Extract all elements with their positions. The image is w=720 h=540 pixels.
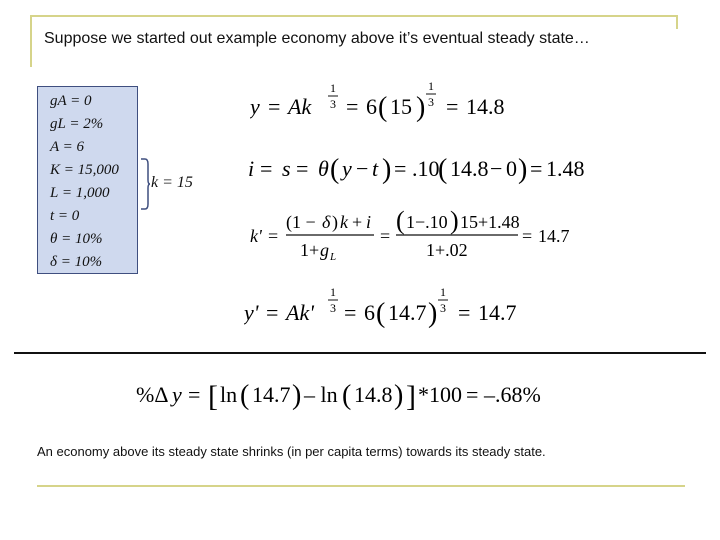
svg-text:−: − [490, 156, 503, 181]
svg-text:ln: ln [220, 382, 238, 407]
svg-text:1: 1 [330, 285, 336, 299]
svg-text:(: ( [330, 154, 340, 185]
svg-text:): ) [382, 154, 392, 185]
svg-text:(: ( [378, 92, 388, 123]
svg-text:1.48: 1.48 [546, 156, 585, 181]
svg-text:– ln: – ln [304, 382, 338, 407]
svg-text:*100: *100 [418, 382, 462, 407]
svg-text:): ) [428, 298, 438, 329]
param-theta: θ = 10% [50, 231, 103, 247]
svg-text:1: 1 [330, 81, 336, 95]
k-value-label: k = 15 [151, 174, 193, 191]
svg-text:(: ( [342, 380, 352, 411]
param-t: t = 0 [50, 208, 80, 224]
equation-output [250, 74, 520, 124]
svg-text:=: = [458, 300, 471, 325]
svg-text:%Δ: %Δ [136, 382, 169, 407]
svg-text:i: i [248, 156, 255, 181]
svg-text:3: 3 [330, 301, 336, 315]
svg-text:=: = [394, 156, 407, 181]
svg-text:=: = [268, 226, 279, 246]
equation-new-output [244, 282, 544, 330]
svg-text:g: g [320, 240, 329, 260]
svg-text:=: = [530, 156, 543, 181]
svg-text:): ) [450, 206, 459, 235]
svg-text:y: y [250, 94, 260, 119]
svg-text:): ) [394, 380, 404, 411]
param-gl: gL = 2% [50, 116, 104, 132]
svg-text:): ) [332, 212, 338, 232]
svg-text:=: = [344, 300, 357, 325]
param-ga: gA = 0 [50, 93, 92, 109]
svg-text:14.8: 14.8 [450, 156, 489, 181]
svg-text:1−.10: 1−.10 [406, 212, 448, 232]
svg-text:0: 0 [506, 156, 517, 181]
svg-text:14.7: 14.7 [538, 226, 570, 246]
svg-text:14.7: 14.7 [388, 300, 427, 325]
svg-text:6: 6 [366, 94, 377, 119]
svg-text:[: [ [208, 380, 218, 413]
svg-text:1: 1 [440, 285, 446, 299]
svg-text:(: ( [438, 154, 448, 185]
svg-text:=: = [380, 226, 391, 246]
svg-text:): ) [292, 380, 302, 411]
svg-text:=: = [446, 94, 459, 119]
svg-text:1+.02: 1+.02 [426, 240, 468, 260]
svg-text:(1 −: (1 − [286, 212, 316, 232]
svg-text:=: = [266, 300, 279, 325]
svg-text:15+1.48: 15+1.48 [460, 212, 520, 232]
svg-text:14.8: 14.8 [354, 382, 393, 407]
bottom-accent-line [37, 485, 685, 487]
equation-investment [248, 148, 588, 188]
param-l: L = 1,000 [50, 185, 110, 201]
equation-capital [250, 206, 590, 266]
svg-text:s: s [282, 156, 291, 181]
svg-text:t: t [372, 156, 379, 181]
svg-text:14.7: 14.7 [252, 382, 291, 407]
svg-text:]: ] [406, 380, 416, 413]
svg-text:(: ( [376, 298, 386, 329]
svg-text:15: 15 [390, 94, 412, 119]
svg-text:=: = [260, 156, 273, 181]
svg-text:y: y [172, 382, 182, 407]
svg-text:i: i [366, 212, 372, 232]
svg-text:k': k' [250, 226, 262, 246]
svg-text:k: k [340, 212, 348, 232]
left-accent-line [30, 15, 32, 67]
parameter-list [37, 86, 138, 274]
svg-text:(: ( [240, 380, 250, 411]
param-delta: δ = 10% [50, 254, 103, 270]
svg-text:=: = [188, 382, 201, 407]
svg-text:1: 1 [428, 79, 434, 93]
svg-text:=: = [296, 156, 309, 181]
svg-text:Ak: Ak [288, 94, 312, 119]
brace-icon [140, 158, 150, 210]
svg-text:–.68%: –.68% [484, 382, 541, 407]
svg-text:): ) [518, 154, 528, 185]
svg-text:θ: θ [318, 156, 329, 181]
svg-text:=: = [466, 382, 479, 407]
top-accent-line [30, 15, 678, 17]
svg-text:−: − [356, 156, 369, 181]
svg-text:14.7: 14.7 [478, 300, 517, 325]
section-divider [14, 352, 706, 354]
conclusion-text: An economy above its steady state shrinks (in per capita terms) towards its steady state. [37, 444, 546, 459]
svg-text:.10: .10 [412, 156, 440, 181]
right-accent-line [676, 15, 678, 29]
svg-text:3: 3 [330, 97, 336, 111]
svg-text:Ak': Ak' [286, 300, 314, 325]
svg-text:6: 6 [364, 300, 375, 325]
param-k: K = 15,000 [50, 162, 119, 178]
svg-text:L: L [330, 251, 337, 263]
equation-growth [136, 372, 596, 416]
svg-text:(: ( [396, 206, 405, 235]
svg-text:1+: 1+ [300, 240, 320, 260]
svg-text:3: 3 [440, 301, 446, 315]
svg-text:+: + [352, 212, 363, 232]
param-a: A = 6 [50, 139, 85, 155]
svg-text:3: 3 [428, 95, 434, 109]
svg-text:14.8: 14.8 [466, 94, 505, 119]
svg-text:): ) [416, 92, 426, 123]
svg-text:=: = [268, 94, 281, 119]
slide-title: Suppose we started out example economy above it’s eventual steady state… [44, 30, 590, 47]
svg-text:=: = [346, 94, 359, 119]
svg-text:δ: δ [322, 212, 331, 232]
svg-text:=: = [522, 226, 533, 246]
svg-text:y': y' [244, 300, 259, 325]
svg-text:y: y [342, 156, 352, 181]
